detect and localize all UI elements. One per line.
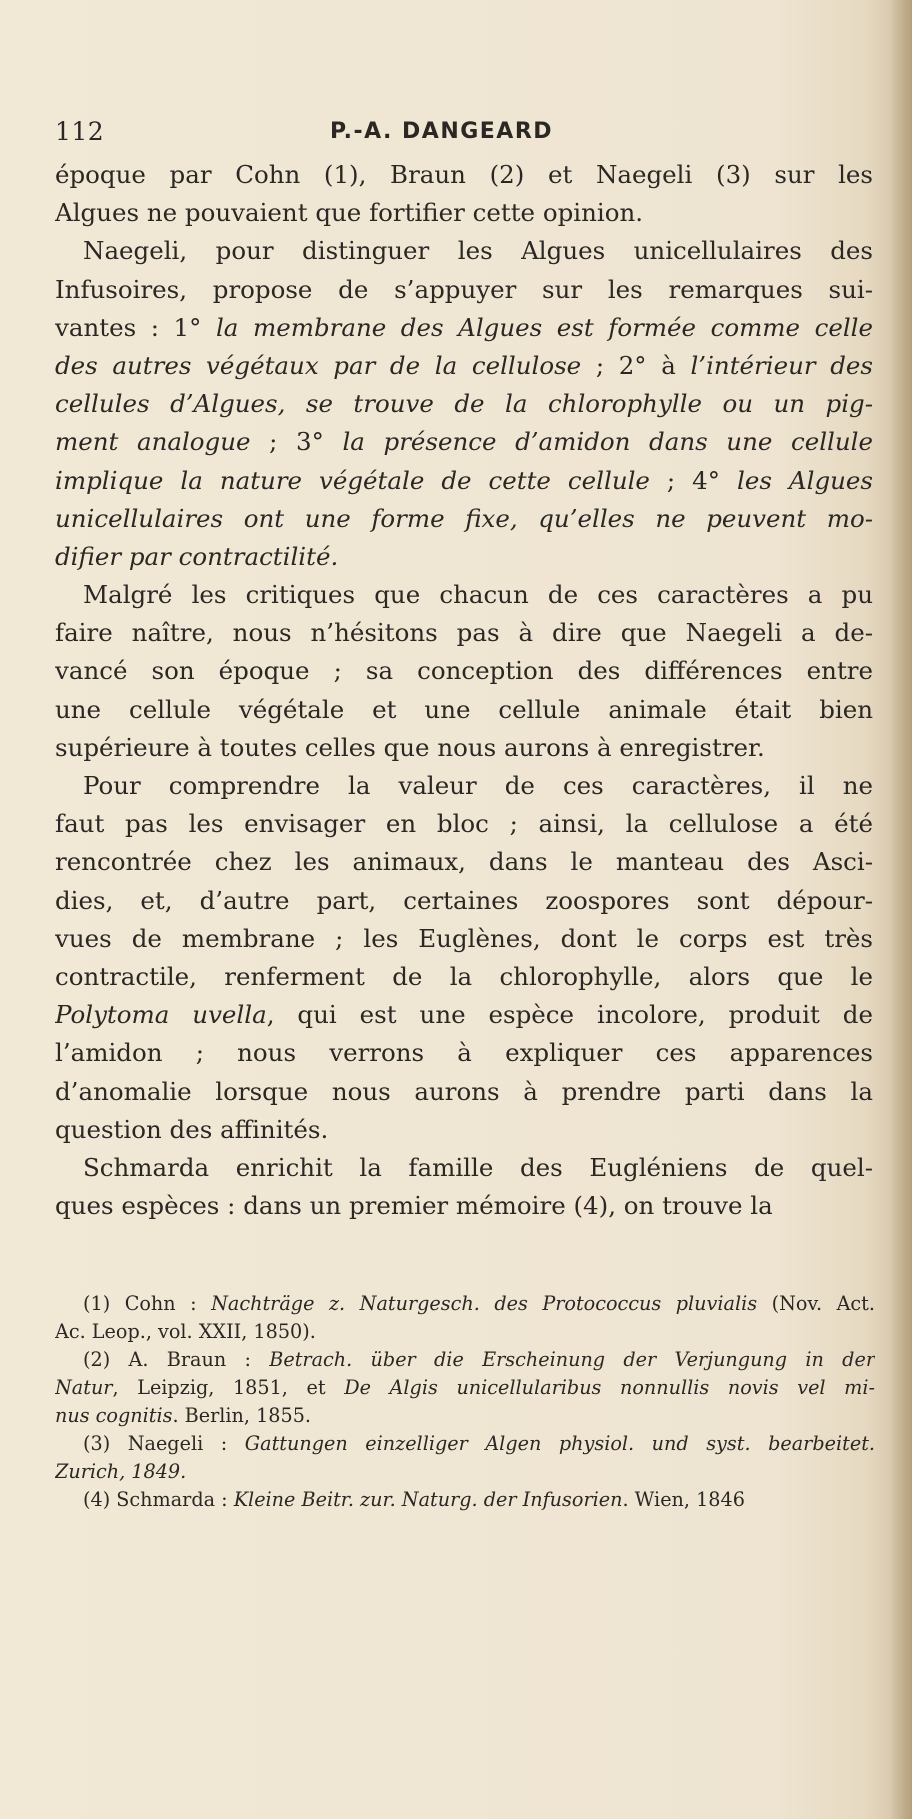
text-line (55, 462, 873, 500)
roman-text: (4) Schmarda : (83, 1488, 234, 1511)
italic-text: implique la nature végétale de cette cellule (55, 465, 650, 495)
line-text: faire naître, nous n’hésitons pas à dire que Naegeli a de- (55, 618, 873, 648)
body-text (55, 156, 873, 1225)
page-number: 112 (55, 117, 105, 146)
text-line (55, 347, 873, 385)
text-line (55, 996, 873, 1034)
text-line (55, 805, 873, 843)
line-text: l’amidon ; nous verrons à expliquer ces apparences (55, 1038, 873, 1068)
roman-text: . Wien, 1846 (622, 1488, 745, 1511)
line-text: d’anomalie lorsque nous aurons à prendre parti dans la (55, 1076, 873, 1106)
footnotes (55, 1290, 875, 1514)
line-text: époque par Cohn (1), Braun (2) et Naegeli (3) sur les (55, 160, 873, 189)
text-line (55, 1073, 873, 1111)
line-text: vues de membrane ; les Euglènes, dont le corps est très (55, 923, 873, 953)
footnote-line (55, 1374, 875, 1402)
text-line (55, 729, 873, 767)
text-line (55, 652, 873, 690)
italic-text: Kleine Beitr. zur. Naturg. der Infusorien (233, 1488, 623, 1511)
line-text: Malgré les critiques que chacun de ces caractères a pu (83, 580, 873, 610)
italic-text: les Algues (737, 465, 873, 495)
line-text: Infusoires, propose de s’appuyer sur les remarques sui- (55, 274, 873, 304)
text-line (55, 194, 873, 232)
footnote-line (55, 1290, 875, 1318)
text-line (55, 156, 873, 194)
line-text: dies, et, d’autre part, certaines zoospores sont dépour- (55, 885, 873, 915)
roman-text: (Nov. Act. (757, 1292, 875, 1315)
line-text: unicellulaires ont une forme fixe, qu’elles ne peuvent mo- (55, 503, 873, 533)
footnote-line (55, 1458, 875, 1486)
italic-text: Zurich, 1849. (55, 1460, 187, 1483)
text-line (55, 576, 873, 614)
italic-text: Natur (55, 1376, 113, 1399)
roman-text: (1) Cohn : (83, 1292, 212, 1315)
line-text: difier par contractilité. (55, 541, 339, 571)
footnote-line (55, 1346, 875, 1374)
italic-text: Gattungen einzelliger Algen physiol. und syst. bearbeitet. (244, 1432, 875, 1455)
line-text: rencontrée chez les animaux, dans le manteau des Asci- (55, 847, 873, 877)
running-head: P.-A. DANGEARD (330, 119, 554, 144)
italic-text: De Algis unicellularibus nonnullis novis vel mi- (344, 1376, 875, 1399)
line-text: Naegeli, pour distinguer les Algues unicellulaires des (83, 236, 873, 266)
text-line (55, 309, 873, 347)
text-line (55, 385, 873, 423)
line-text: cellules d’Algues, se trouve de la chlorophylle ou un pig- (55, 389, 873, 419)
italic-text: nus cognitis (55, 1404, 173, 1427)
italic-text: la présence d’amidon dans une cellule (342, 427, 873, 457)
footnote-line (55, 1402, 875, 1430)
line-text: Algues ne pouvaient que fortifier cette opinion. (55, 198, 644, 228)
line-text: supérieure à toutes celles que nous aurons à enregistrer. (55, 732, 765, 762)
text-line (55, 1034, 873, 1072)
line-text: Ac. Leop., vol. XXII, 1850). (55, 1320, 316, 1343)
roman-text: ; 4° (649, 465, 738, 495)
italic-text: ment analogue (55, 427, 251, 457)
text-line (55, 271, 873, 309)
line-text: Pour comprendre la valeur de ces caractères, il ne (83, 771, 873, 800)
italic-text: Polytoma uvella (55, 1000, 267, 1030)
line-text: faut pas les envisager en bloc ; ainsi, la cellulose a été (55, 809, 873, 839)
text-line (55, 232, 873, 270)
text-line (55, 958, 873, 996)
roman-text: , qui est une espèce incolore, produit de (266, 1000, 873, 1030)
roman-text: ; 3° (250, 427, 343, 457)
line-text: une cellule végétale et une cellule animale était bien (55, 694, 873, 724)
italic-text: Betrach. über die Erscheinung der Verjungung in der (269, 1348, 875, 1371)
line-text: contractile, renferment de la chlorophylle, alors que le (55, 961, 873, 991)
text-line (55, 423, 873, 461)
italic-text: des autres végétaux par de la cellulose (55, 350, 582, 380)
text-line (55, 614, 873, 652)
roman-text: ; 2° à (581, 350, 691, 380)
footnote-line (55, 1430, 875, 1458)
roman-text: , Leipzig, 1851, et (112, 1376, 345, 1399)
text-line (55, 843, 873, 881)
italic-text: la membrane des Algues est formée comme celle (215, 312, 873, 342)
line-text: Schmarda enrichit la famille des Eugléniens de quel- (83, 1152, 873, 1182)
footnote-line (55, 1486, 875, 1514)
roman-text: . Berlin, 1855. (172, 1404, 312, 1427)
text-line (55, 1149, 873, 1187)
text-line (55, 920, 873, 958)
roman-text: (2) A. Braun : (83, 1348, 270, 1371)
line-text: vancé son époque ; sa conception des différences entre (55, 656, 873, 686)
text-line (55, 691, 873, 729)
roman-text: vantes : 1° (55, 312, 216, 342)
text-line (55, 1111, 873, 1149)
page-header (55, 115, 875, 151)
footnote-line (55, 1318, 875, 1346)
italic-text: Nachträge z. Naturgesch. des Protococcus pluvialis (211, 1292, 758, 1315)
text-line (55, 882, 873, 920)
roman-text: (3) Naegeli : (83, 1432, 245, 1455)
text-line (55, 767, 873, 805)
text-line (55, 538, 873, 576)
page-edge-shadow (890, 0, 912, 1819)
line-text: question des affinités. (55, 1114, 329, 1144)
text-line (55, 500, 873, 538)
text-line (55, 1187, 873, 1225)
line-text: ques espèces : dans un premier mémoire (4), on trouve la (55, 1191, 773, 1221)
italic-text: l’intérieur des (690, 350, 873, 380)
